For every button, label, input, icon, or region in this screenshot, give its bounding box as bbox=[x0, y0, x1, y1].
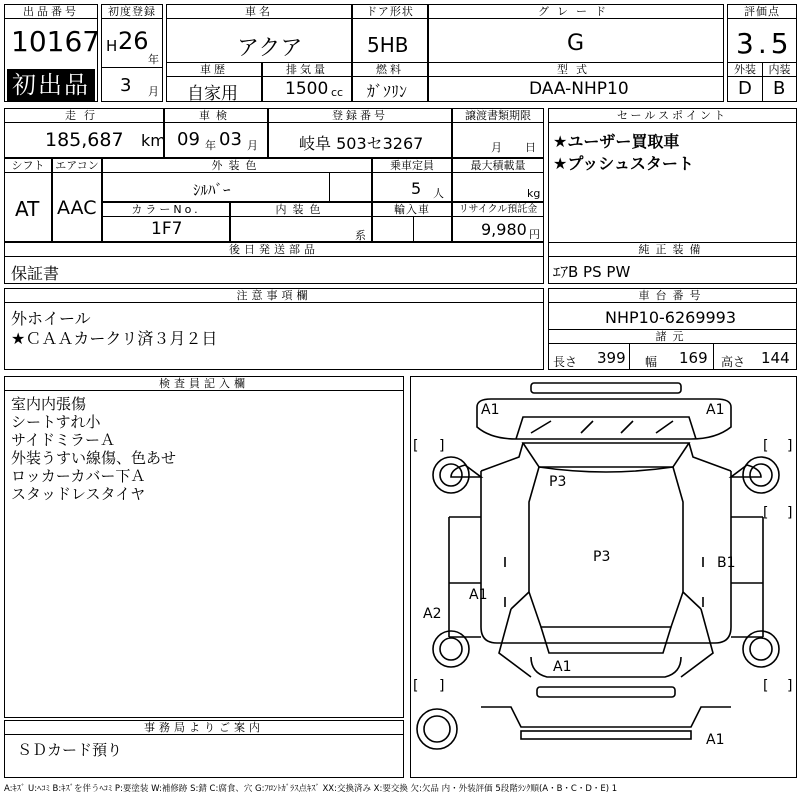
displacement-unit: cc bbox=[331, 86, 344, 99]
shift-value: AT bbox=[15, 197, 40, 221]
office-box bbox=[4, 720, 404, 778]
aircon-value: AAC bbox=[57, 197, 97, 219]
model-value: DAA-NHP10 bbox=[529, 79, 629, 99]
plate-value: 岐阜 503セ3267 bbox=[299, 134, 424, 153]
equipment-label: 純正装備 bbox=[549, 243, 796, 257]
first-reg-era: H bbox=[106, 37, 118, 55]
grade-value: G bbox=[567, 31, 585, 56]
history-box bbox=[166, 62, 262, 102]
displacement-value: 1500 bbox=[285, 79, 329, 99]
bracket-mark: ] bbox=[439, 678, 445, 694]
import-label: 輸入車 bbox=[373, 203, 451, 217]
int-color-label: 内装色 bbox=[231, 203, 371, 217]
displacement-box bbox=[262, 62, 352, 102]
capacity-box bbox=[372, 158, 452, 202]
inspector-line: シートすれ小 bbox=[11, 413, 101, 431]
inspection-month: 03 bbox=[219, 129, 242, 150]
mileage-label: 走行 bbox=[5, 109, 163, 123]
history-value: 自家用 bbox=[187, 84, 238, 104]
first-reg-month-unit: 月 bbox=[148, 85, 159, 98]
spec-width-value: 169 bbox=[679, 349, 708, 367]
inspector-line: ロッカーカバー下Ａ bbox=[11, 467, 146, 485]
spec-length-label: 長さ bbox=[553, 355, 578, 369]
first-listing-badge: 初出品 bbox=[7, 69, 95, 101]
damage-mark: B1 bbox=[717, 555, 736, 571]
inspector-box bbox=[4, 376, 404, 718]
first-reg-box bbox=[101, 4, 163, 102]
sales-point-item: ★プッシュスタート bbox=[553, 154, 694, 173]
equipment-box bbox=[548, 242, 797, 284]
capacity-unit: 人 bbox=[433, 187, 444, 200]
damage-mark: A1 bbox=[481, 402, 500, 418]
history-label: 車歴 bbox=[167, 63, 261, 77]
lot-box bbox=[4, 4, 101, 102]
bracket-mark: [ bbox=[763, 438, 769, 454]
bracket-mark: [ bbox=[413, 678, 419, 694]
mileage-box bbox=[4, 108, 164, 158]
exterior-grade-box bbox=[727, 62, 763, 102]
lot-label: 出品番号 bbox=[5, 5, 97, 19]
notes-line: ★ＣＡＡカークリ済３月２日 bbox=[11, 329, 218, 348]
load-unit: kg bbox=[527, 187, 541, 200]
exterior-grade-value: D bbox=[738, 78, 752, 99]
load-box bbox=[452, 158, 544, 202]
recycle-label: リサイクル預託金 bbox=[453, 203, 543, 217]
specs-label: 諸元 bbox=[549, 329, 796, 344]
later-parts-value: 保証書 bbox=[11, 264, 60, 283]
grade-label: グレード bbox=[429, 5, 723, 19]
exterior-grade-label: 外装 bbox=[728, 63, 762, 77]
notes-label: 注意事項欄 bbox=[5, 289, 543, 303]
chassis-value: NHP10-6269993 bbox=[605, 308, 737, 327]
legend-text: A:ｷｽﾞ U:ﾍｺﾐ B:ｷｽﾞを伴うﾍｺﾐ P:要塗装 W:補修跡 S:錆 C:腐食、穴 G:ﾌﾛﾝﾄｶﾞﾗｽ点ｷｽﾞ XX:交換済み X:要交換 欠:欠品 内・外装評価 5段階ﾗﾝｸ順(A・B・C・D・E) 1 bbox=[4, 784, 618, 794]
damage-mark: A1 bbox=[706, 402, 725, 418]
plate-label: 登録番号 bbox=[269, 109, 451, 123]
fuel-label: 燃料 bbox=[353, 63, 427, 77]
inspection-year-unit: 年 bbox=[205, 139, 216, 152]
notes-box bbox=[4, 288, 544, 370]
damage-mark: P3 bbox=[593, 549, 611, 565]
inspector-line: スタッドレスタイヤ bbox=[11, 485, 146, 503]
inspector-line: 室内内張傷 bbox=[11, 395, 87, 413]
color-no-value: 1F7 bbox=[151, 219, 183, 239]
sales-points-label: セールスポイント bbox=[549, 109, 796, 123]
ext-color-label: 外装色 bbox=[103, 159, 371, 173]
inspector-line: サイドミラーＡ bbox=[11, 431, 115, 449]
damage-mark: A1 bbox=[469, 587, 488, 603]
inspection-label: 車検 bbox=[165, 109, 267, 123]
office-value: ＳＤカード預り bbox=[17, 741, 123, 759]
interior-grade-value: B bbox=[773, 78, 786, 99]
recycle-value: 9,980 bbox=[481, 220, 527, 239]
score-value: 3.5 bbox=[736, 27, 793, 60]
inspector-line: 外装うすい線傷、色あせ bbox=[11, 449, 177, 467]
color-no-box bbox=[102, 202, 230, 242]
chassis-label: 車台番号 bbox=[549, 289, 796, 303]
fuel-box bbox=[352, 62, 428, 102]
int-color-unit: 系 bbox=[355, 229, 366, 242]
first-reg-year-unit: 年 bbox=[148, 53, 159, 66]
bracket-mark: ] bbox=[787, 438, 793, 454]
transfer-day-unit: 日 bbox=[525, 141, 536, 154]
aircon-box bbox=[52, 158, 102, 242]
door-value: 5HB bbox=[367, 33, 409, 57]
damage-mark: P3 bbox=[549, 474, 567, 490]
plate-box bbox=[268, 108, 452, 158]
transfer-box bbox=[452, 108, 544, 158]
sales-point-item: ★ユーザー買取車 bbox=[553, 132, 680, 151]
import-box bbox=[372, 202, 452, 242]
inspection-year: 09 bbox=[177, 129, 200, 150]
damage-mark: A2 bbox=[423, 606, 442, 622]
spec-width-label: 幅 bbox=[645, 355, 658, 369]
interior-grade-label: 内装 bbox=[763, 63, 796, 77]
inspection-month-unit: 月 bbox=[247, 139, 258, 152]
shift-box bbox=[4, 158, 52, 242]
car-name-label: 車名 bbox=[167, 5, 351, 19]
interior-grade-box bbox=[762, 62, 797, 102]
capacity-label: 乗車定員 bbox=[373, 159, 451, 173]
car-name-box bbox=[166, 4, 352, 66]
model-label: 型式 bbox=[429, 63, 723, 77]
later-parts-box bbox=[4, 242, 544, 284]
door-box bbox=[352, 4, 428, 66]
door-label: ドア形状 bbox=[353, 5, 427, 19]
car-diagram-svg bbox=[411, 377, 796, 777]
score-label: 評価点 bbox=[728, 5, 796, 19]
transfer-label: 譲渡書類期限 bbox=[453, 109, 543, 123]
recycle-box bbox=[452, 202, 544, 242]
shift-label: シフト bbox=[5, 159, 51, 173]
fuel-value: ｶﾞｿﾘﾝ bbox=[367, 82, 408, 101]
chassis-box bbox=[548, 288, 797, 370]
ext-color-value: ｼﾙﾊﾞｰ bbox=[193, 181, 231, 199]
model-box bbox=[428, 62, 724, 102]
ext-color-box bbox=[102, 158, 372, 202]
color-no-label: カラーNo. bbox=[103, 203, 229, 217]
recycle-unit: 円 bbox=[529, 228, 540, 241]
damage-mark: A1 bbox=[706, 732, 725, 748]
score-box bbox=[727, 4, 797, 66]
bracket-mark: [ bbox=[763, 505, 769, 521]
capacity-value: 5 bbox=[411, 179, 422, 198]
transfer-month-unit: 月 bbox=[491, 141, 502, 154]
lot-number: 10167 bbox=[11, 25, 101, 58]
grade-box bbox=[428, 4, 724, 66]
car-name-value: アクア bbox=[237, 36, 303, 61]
first-reg-label: 初度登録 bbox=[102, 5, 162, 19]
aircon-label: エアコン bbox=[53, 159, 101, 173]
mileage-value: 185,687 bbox=[45, 129, 124, 151]
notes-line: 外ホイール bbox=[11, 309, 91, 328]
bracket-mark: [ bbox=[763, 678, 769, 694]
mileage-unit: km bbox=[141, 131, 166, 150]
int-color-box bbox=[230, 202, 372, 242]
spec-height-value: 144 bbox=[761, 349, 790, 367]
first-reg-year: 26 bbox=[118, 27, 149, 55]
inspection-box bbox=[164, 108, 268, 158]
bracket-mark: [ bbox=[413, 438, 419, 454]
damage-mark: A1 bbox=[553, 659, 572, 675]
spec-length-value: 399 bbox=[597, 349, 626, 367]
first-reg-month: 3 bbox=[120, 75, 132, 96]
office-label: 事務局よりご案内 bbox=[5, 721, 403, 735]
load-label: 最大積載量 bbox=[453, 159, 543, 173]
bracket-mark: ] bbox=[439, 438, 445, 454]
inspector-label: 検査員記入欄 bbox=[5, 377, 403, 391]
car-diagram bbox=[410, 376, 797, 778]
spec-height-label: 高さ bbox=[721, 355, 746, 369]
displacement-label: 排気量 bbox=[263, 63, 351, 77]
bracket-mark: ] bbox=[787, 678, 793, 694]
later-parts-label: 後日発送部品 bbox=[5, 243, 543, 257]
equipment-value: ｴｱB PS PW bbox=[553, 263, 631, 281]
bracket-mark: ] bbox=[787, 505, 793, 521]
